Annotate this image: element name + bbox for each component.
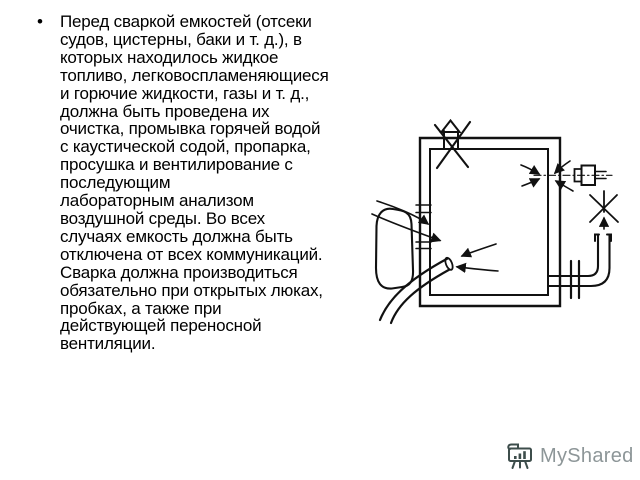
text-line: просушка и вентилирование с [60,155,293,175]
text-line: Перед сваркой емкостей (отсеки [60,12,312,31]
text-line: воздушной среды. Во всех [60,208,265,228]
myshared-text: MyShared [540,445,634,467]
pipe-cut-symbol [590,191,618,229]
arrow-icon [462,244,496,256]
text-line: топливо, легковоспламеняющиеся [60,65,329,85]
bullet-text-block [60,13,360,353]
text-line: вентиляции. [60,334,156,354]
drain-pipe [548,235,611,299]
manhole-opening-ticks [416,205,431,249]
suction-arrows [457,244,498,271]
ventilation-hose [380,257,454,323]
arrow-icon [457,267,498,271]
text-line: Сварка должна производиться [60,262,298,282]
presentation-board-icon [505,441,535,471]
text-line: с каустической содой, пропарка, [60,137,311,157]
manhole-cover [376,209,413,289]
text-line: действующей переносной [60,316,262,336]
text-line: обязательно при открытых люках, [60,280,323,300]
myshared-watermark [505,439,635,473]
text-line: и горючие жидкости, газы и т. д., [60,83,310,103]
text-line: судов, цистерны, баки и т. д.), в [60,29,302,49]
arrow-icon [522,179,539,186]
hose-opening [444,257,454,271]
text-line: отключена от всех коммуникаций. [60,244,323,264]
text-line: очистка, промывка горячей водой [60,119,321,139]
disconnected-pipe-fitting [521,161,612,191]
text-line: которых находилось жидкое [60,47,279,67]
arrow-icon [555,161,570,173]
text-line: последующим [60,173,171,193]
arrow-icon [556,181,573,191]
text-line: должна быть проведена их [60,101,270,121]
text-line: случаях емкость должна быть [60,226,293,246]
text-line: лабораторным анализом [60,191,254,211]
tank-ventilation-diagram [368,98,640,360]
cross-out-icon [435,122,470,168]
text-line: пробках, а также при [60,298,222,318]
arrow-icon [521,165,539,174]
bullet-marker: • [37,12,43,31]
top-valve-disconnected [435,121,470,169]
